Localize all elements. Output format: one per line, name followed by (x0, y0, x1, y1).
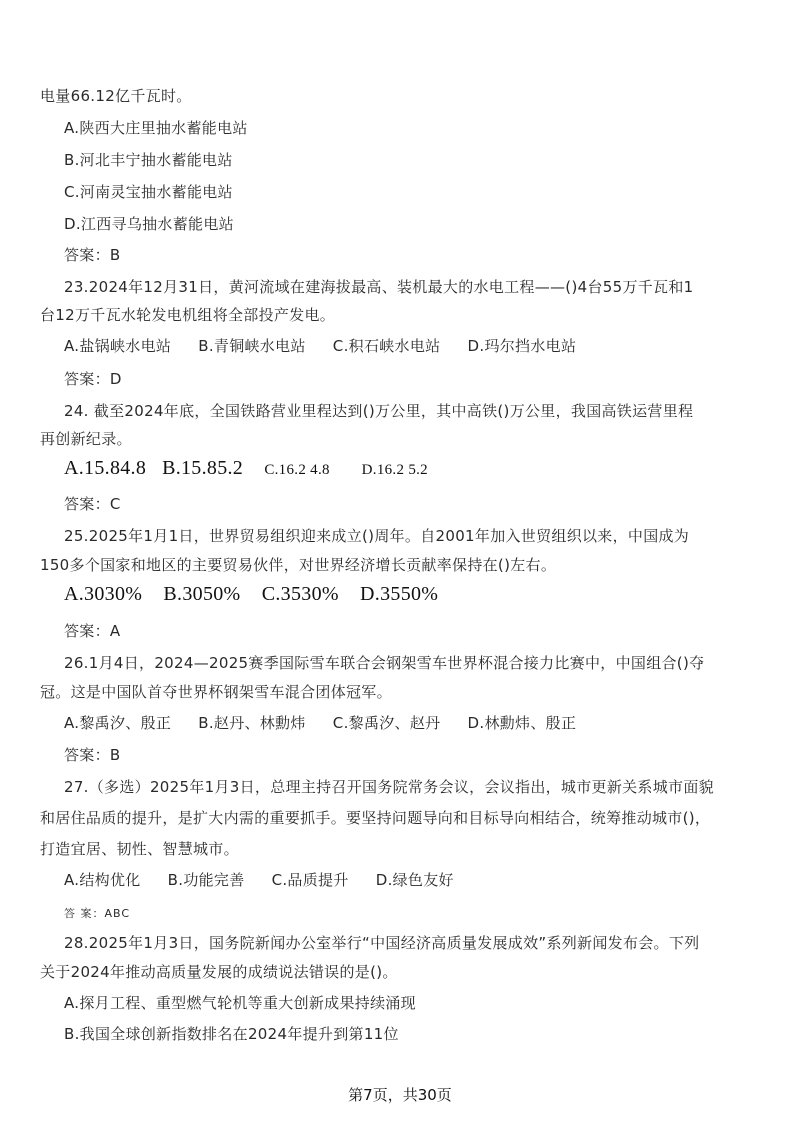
option-d: D.绿色友好 (375, 871, 454, 889)
question-25-options (64, 584, 438, 604)
page-footer: 第7页，共30页 (348, 1086, 452, 1104)
option-a: A.15.84.8 (64, 457, 147, 479)
question-27-line3: 打造宜居、韧性、智慧城市。 (40, 840, 239, 858)
option-b: B.15.85.2 (162, 457, 244, 479)
option-c: C.积石峡水电站 (332, 337, 441, 355)
option-d: D.玛尔挡水电站 (467, 337, 577, 355)
option-line: C.河南灵宝抽水蓄能电站 (64, 183, 233, 201)
option-b: B.青铜峡水电站 (198, 337, 306, 355)
question-28-line2: 关于2024年推动高质量发展的成绩说法错误的是()。 (40, 963, 398, 981)
text-line: 电量66.12亿千瓦时。 (40, 87, 192, 105)
answer-25: 答案：A (64, 622, 121, 640)
option-a: A.3030% (64, 583, 143, 605)
question-27-options (64, 870, 476, 890)
answer-line: 答案：B (64, 246, 121, 264)
question-25-line2: 150多个国家和地区的主要贸易伙伴，对世界经济增长贡献率保持在()左右。 (40, 556, 557, 574)
option-c: C.16.2 4.8 (264, 462, 330, 478)
option-d: D.林勳炜、殷正 (467, 714, 577, 732)
option-b: B.赵丹、林勳炜 (198, 714, 306, 732)
question-25-line1: 25.2025年1月1日，世界贸易组织迎来成立()周年。自2001年加入世贸组织以来，中国成为 (64, 527, 690, 545)
option-line: A.陕西大庄里抽水蓄能电站 (64, 119, 248, 137)
option-b: B.3050% (163, 583, 241, 605)
question-26-options (64, 713, 598, 733)
question-24-options (64, 458, 428, 480)
option-a: A.探月工程、重型燃气轮机等重大创新成果持续涌现 (64, 994, 416, 1012)
answer-26: 答案：B (64, 746, 121, 764)
option-c: C.品质提升 (271, 871, 349, 889)
question-23-line2: 台12万千瓦水轮发电机组将全部投产发电。 (40, 306, 336, 324)
answer-24: 答案：C (64, 495, 121, 513)
question-23-line1: 23.2024年12月31日，黄河流域在建海拔最高、装机最大的水电工程——()4台55万千瓦和1 (64, 278, 694, 296)
question-26-line1: 26.1月4日，2024—2025赛季国际雪车联合会钢架雪车世界杯混合接力比赛中，中国组合()夺 (64, 654, 705, 672)
option-line: D.江西寻乌抽水蓄能电站 (64, 215, 234, 233)
question-28-line1: 28.2025年1月3日，国务院新闻办公室举行“中国经济高质量发展成效”系列新闻发布会。下列 (64, 934, 700, 952)
answer-23: 答案：D (64, 370, 122, 388)
option-b: B.我国全球创新指数排名在2024年提升到第11位 (64, 1025, 399, 1043)
option-b: B.功能完善 (167, 871, 245, 889)
question-27-line2: 和居住品质的提升，是扩大内需的重要抓手。要坚持问题导向和目标导向相结合，统筹推动城市()， (40, 809, 711, 827)
option-d: D.16.2 5.2 (361, 462, 428, 478)
question-26-line2: 冠。这是中国队首夺世界杯钢架雪车混合团体冠军。 (40, 683, 392, 701)
option-a: A.黎禹汐、殷正 (64, 714, 172, 732)
option-a: A.结构优化 (64, 871, 141, 889)
answer-27: 答 案：ABC (64, 907, 131, 920)
option-c: C.黎禹汐、赵丹 (332, 714, 441, 732)
question-24-line2: 再创新纪录。 (40, 430, 132, 448)
option-d: D.3550% (360, 583, 439, 605)
question-27-line1: 27.（多选）2025年1月3日，总理主持召开国务院常务会议，会议指出，城市更新关系城市面貌 (64, 778, 714, 796)
question-23-options (64, 336, 598, 356)
option-a: A.盐锅峡水电站 (64, 337, 172, 355)
question-24-line1: 24. 截至2024年底，全国铁路营业里程达到()万公里，其中高铁()万公里，我国高铁运营里程 (64, 402, 694, 420)
option-line: B.河北丰宁抽水蓄能电站 (64, 151, 233, 169)
option-c: C.3530% (261, 583, 339, 605)
